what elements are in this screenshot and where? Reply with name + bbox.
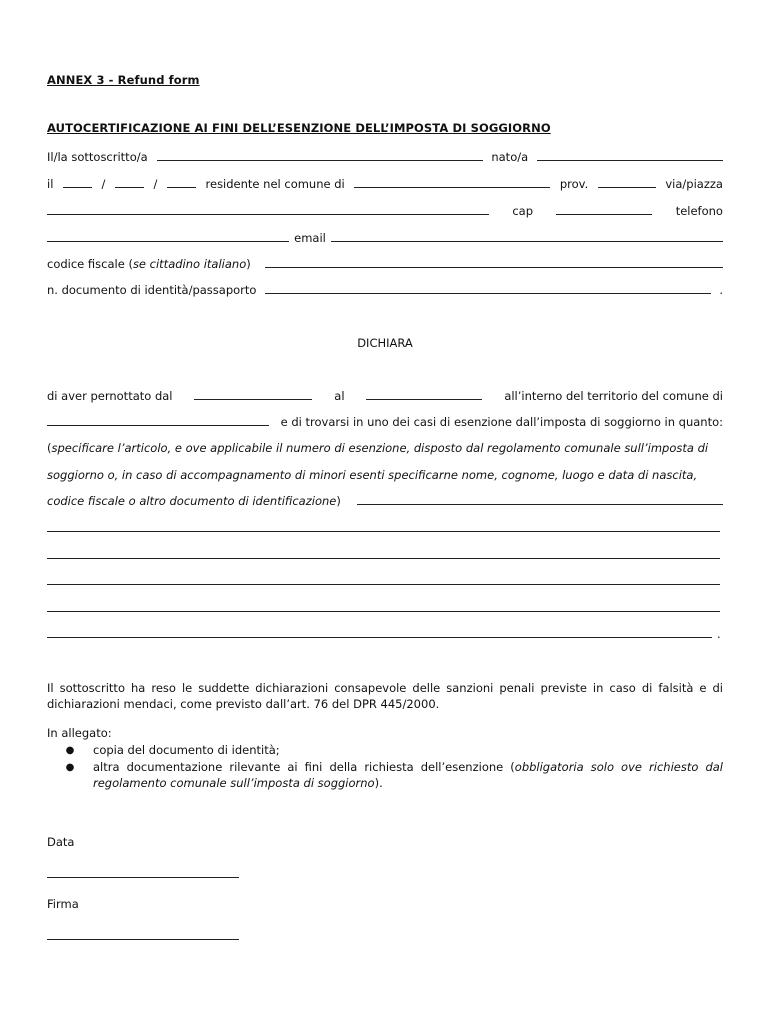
form-title: AUTOCERTIFICAZIONE AI FINI DELL’ESENZIONE DELL’IMPOSTA DI SOGGIORNO — [47, 121, 551, 135]
date-to-field[interactable] — [366, 389, 482, 400]
slash-2: / — [153, 177, 158, 191]
firma-label: Firma — [47, 897, 79, 911]
documento-field[interactable] — [265, 283, 711, 294]
label-codice-end: ) — [246, 257, 251, 271]
address-field[interactable] — [47, 204, 489, 215]
row-codice-fiscale — [47, 257, 723, 271]
motivazione-field-5[interactable] — [47, 611, 720, 612]
paren-open: ( — [47, 441, 52, 455]
label-prov: prov. — [559, 177, 589, 191]
label-nato: nato/a — [491, 150, 529, 164]
phone-field[interactable] — [47, 231, 289, 242]
label-telefono: telefono — [675, 204, 723, 218]
allegato-item-1 — [47, 742, 723, 759]
comune-soggiorno-field[interactable] — [47, 415, 269, 426]
row-documento — [47, 283, 723, 297]
allegato-item-1-text: copia del documento di identità; — [93, 743, 280, 757]
data-field[interactable] — [47, 877, 239, 878]
row-identificazione — [47, 494, 723, 508]
declaration-paragraph: Il sottoscritto ha reso le suddette dichiarazioni consapevole delle sanzioni penali previste in caso di falsità e di dichiarazioni mendaci, come previsto dall’art. 76 del DPR 445/2000. — [47, 681, 723, 711]
allegato-item-2-text — [93, 759, 723, 791]
label-identificazione — [47, 494, 341, 508]
label-al: al — [334, 389, 345, 403]
allegato-label: In allegato: — [47, 726, 112, 740]
cap-field[interactable] — [556, 204, 652, 215]
row-esenzione — [47, 415, 723, 429]
label-esenzione: e di trovarsi in uno dei casi di esenzione dall’imposta di soggiorno in quanto: — [280, 415, 723, 429]
comune-field[interactable] — [354, 177, 550, 188]
label-il: il — [47, 177, 54, 191]
dichiara-heading: DICHIARA — [357, 336, 413, 350]
label-pernottato: di aver pernottato dal — [47, 389, 173, 403]
motivazione-field-2[interactable] — [47, 531, 720, 532]
motivazione-field-4[interactable] — [47, 584, 720, 585]
name-field[interactable] — [157, 150, 483, 161]
motivazione-field-1[interactable] — [357, 494, 723, 505]
slash-1: / — [101, 177, 106, 191]
annex-title: ANNEX 3 - Refund form — [47, 73, 200, 87]
birth-year-field[interactable] — [167, 177, 196, 188]
motivazione-field-3[interactable] — [47, 558, 720, 559]
row-specificare — [47, 441, 723, 455]
birth-day-field[interactable] — [63, 177, 92, 188]
paren-close: ) — [336, 494, 341, 508]
label-codice — [47, 257, 251, 271]
label-codice-start: codice fiscale ( — [47, 257, 133, 271]
birthplace-field[interactable] — [537, 150, 723, 161]
label-via: via/piazza — [665, 177, 723, 191]
row-pernottato — [47, 389, 723, 403]
date-from-field[interactable] — [194, 389, 312, 400]
motivazione-field-6[interactable] — [47, 637, 712, 638]
row-address — [47, 204, 723, 218]
allegato-item-2-a: altra documentazione rilevante ai fini della richiesta dell’esenzione ( — [93, 760, 515, 774]
label-codice-italic: se cittadino italiano — [132, 257, 247, 271]
label-interno: all’interno del territorio del comune di — [504, 389, 723, 403]
allegato-item-2 — [47, 759, 723, 791]
label-residente: residente nel comune di — [205, 177, 345, 191]
row-soggiorno: soggiorno o, in caso di accompagnamento di minori esenti specificarne nome, cognome, luogo e data di nascita, — [47, 468, 698, 482]
allegato-item-2-b: obbligatoria solo ove richiesto dal regolamento comunale sull’imposta di soggiorno — [93, 760, 723, 790]
allegato-list — [47, 742, 723, 791]
data-label: Data — [47, 835, 75, 849]
email-field[interactable] — [331, 231, 723, 242]
motivazione-end-dot: . — [717, 627, 721, 641]
firma-field[interactable] — [47, 939, 239, 940]
prov-field[interactable] — [598, 177, 656, 188]
documento-end-dot: . — [719, 283, 723, 297]
bullet-icon: ● — [65, 762, 75, 773]
label-specificare: specificare l’articolo, e ove applicabile il numero di esenzione, disposto dal regolamento comunale sull’imposta di — [51, 441, 709, 455]
label-documento: n. documento di identità/passaporto — [47, 283, 257, 297]
codice-fiscale-field[interactable] — [265, 257, 723, 268]
label-email: email — [294, 231, 326, 245]
label-identificazione-text: codice fiscale o altro documento di identificazione — [47, 494, 337, 508]
row-sottoscritto — [47, 150, 723, 164]
label-cap: cap — [512, 204, 534, 218]
allegato-item-2-c: ). — [374, 776, 383, 790]
row-email — [47, 231, 723, 245]
bullet-icon: ● — [65, 745, 75, 756]
label-sottoscritto: Il/la sottoscritto/a — [47, 150, 148, 164]
birth-month-field[interactable] — [115, 177, 144, 188]
row-birthdate-residence — [47, 177, 723, 191]
